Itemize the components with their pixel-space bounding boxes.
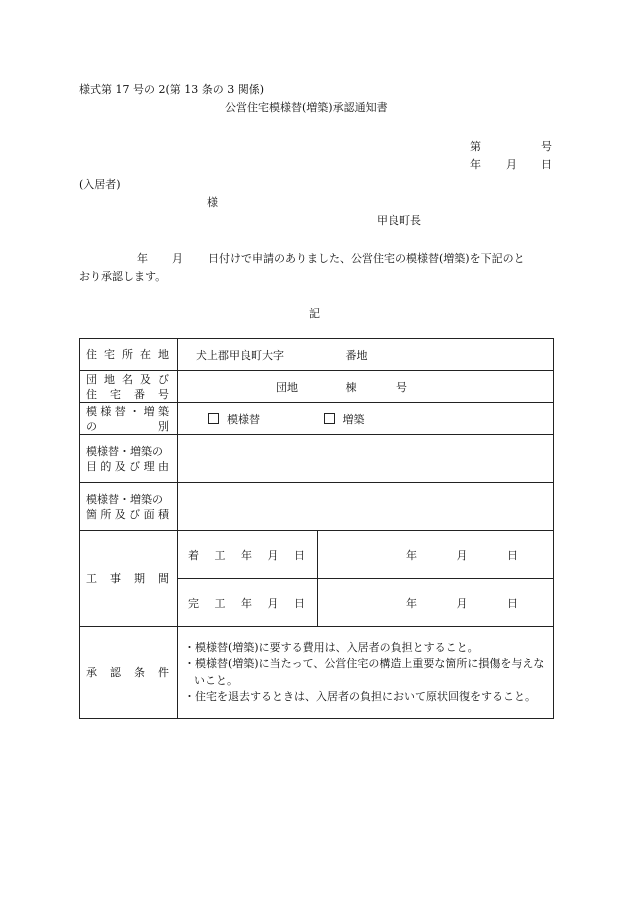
label-type-1: 模 様 替 ・ 増 築 [86, 404, 169, 418]
building-label: 棟 [345, 380, 357, 394]
address-prefix: 犬上郡甲良町大字 [196, 348, 284, 362]
location-value[interactable] [178, 483, 554, 531]
date-year: 年 [470, 158, 481, 171]
label-type-2: の 別 [86, 419, 169, 433]
date-day: 日 [541, 158, 552, 171]
start-month: 月 [456, 548, 468, 562]
doc-no-suffix: 号 [541, 140, 552, 153]
body-sentence: 日付けで申請のありました、公営住宅の模様替(増築)を下記のと [208, 252, 525, 265]
issuer: 甲良町長 [377, 214, 421, 227]
row-danchi [80, 371, 554, 403]
row-purpose [80, 435, 554, 483]
row-location [80, 483, 554, 531]
body-sentence-end: おり承認します。 [79, 270, 167, 283]
condition-item: ・模様替(増築)に当たって、公営住宅の構造上重要な箇所に損傷を与えないこと。 [184, 657, 545, 687]
body-month: 月 [172, 252, 183, 265]
label-purpose-2: 目 的 及 び 理 由 [86, 459, 169, 473]
row-type [80, 403, 554, 435]
danchi-label: 団地 [276, 380, 298, 394]
form-number: 様式第 17 号の 2(第 13 条の 3 関係) [79, 83, 265, 96]
condition-item: ・模様替(増築)に要する費用は、入居者の負担とすること。 [184, 640, 479, 654]
row-conditions [80, 627, 554, 719]
unit-label: 号 [396, 380, 407, 394]
body-year: 年 [137, 252, 148, 265]
conditions-list [178, 627, 554, 719]
label-conditions: 承 認 条 件 [86, 666, 169, 679]
end-year: 年 [406, 596, 417, 610]
end-month: 月 [456, 596, 468, 610]
label-address: 住 宅 所 在 地 [86, 348, 169, 361]
doc-no-prefix: 第 [470, 140, 481, 153]
ki-heading: 記 [309, 307, 320, 320]
tenant-label: (入居者) [79, 178, 121, 191]
row-period-start [80, 531, 554, 579]
end-label: 完 工 年 月 日 [188, 596, 305, 610]
approval-table [79, 338, 554, 719]
label-purpose-1: 模様替・増築の [86, 444, 163, 458]
label-location-2: 箇 所 及 び 面 積 [86, 507, 169, 521]
start-day: 日 [507, 548, 518, 562]
label-period: 工 事 期 間 [86, 572, 169, 585]
start-label: 着 工 年 月 日 [188, 548, 305, 562]
row-address [80, 339, 554, 371]
checkbox-extension[interactable] [324, 413, 335, 424]
option-remodel[interactable]: 模様替 [208, 413, 264, 426]
date-month: 月 [506, 158, 517, 171]
label-danchi-1: 団 地 名 及 び [86, 372, 169, 386]
label-danchi-2: 住 宅 番 号 [86, 387, 169, 401]
address-suffix: 番地 [345, 348, 368, 362]
condition-item: ・住宅を退去するときは、入居者の負担において原状回復をすること。 [184, 690, 536, 703]
start-year: 年 [406, 548, 417, 562]
option-extension[interactable]: 増築 [324, 413, 365, 426]
purpose-value[interactable] [178, 435, 554, 483]
document-title: 公営住宅模様替(増築)承認通知書 [225, 101, 388, 114]
label-location-1: 模様替・増築の [86, 492, 163, 506]
checkbox-remodel[interactable] [208, 413, 219, 424]
honorific: 様 [207, 196, 218, 209]
end-day: 日 [507, 596, 518, 610]
